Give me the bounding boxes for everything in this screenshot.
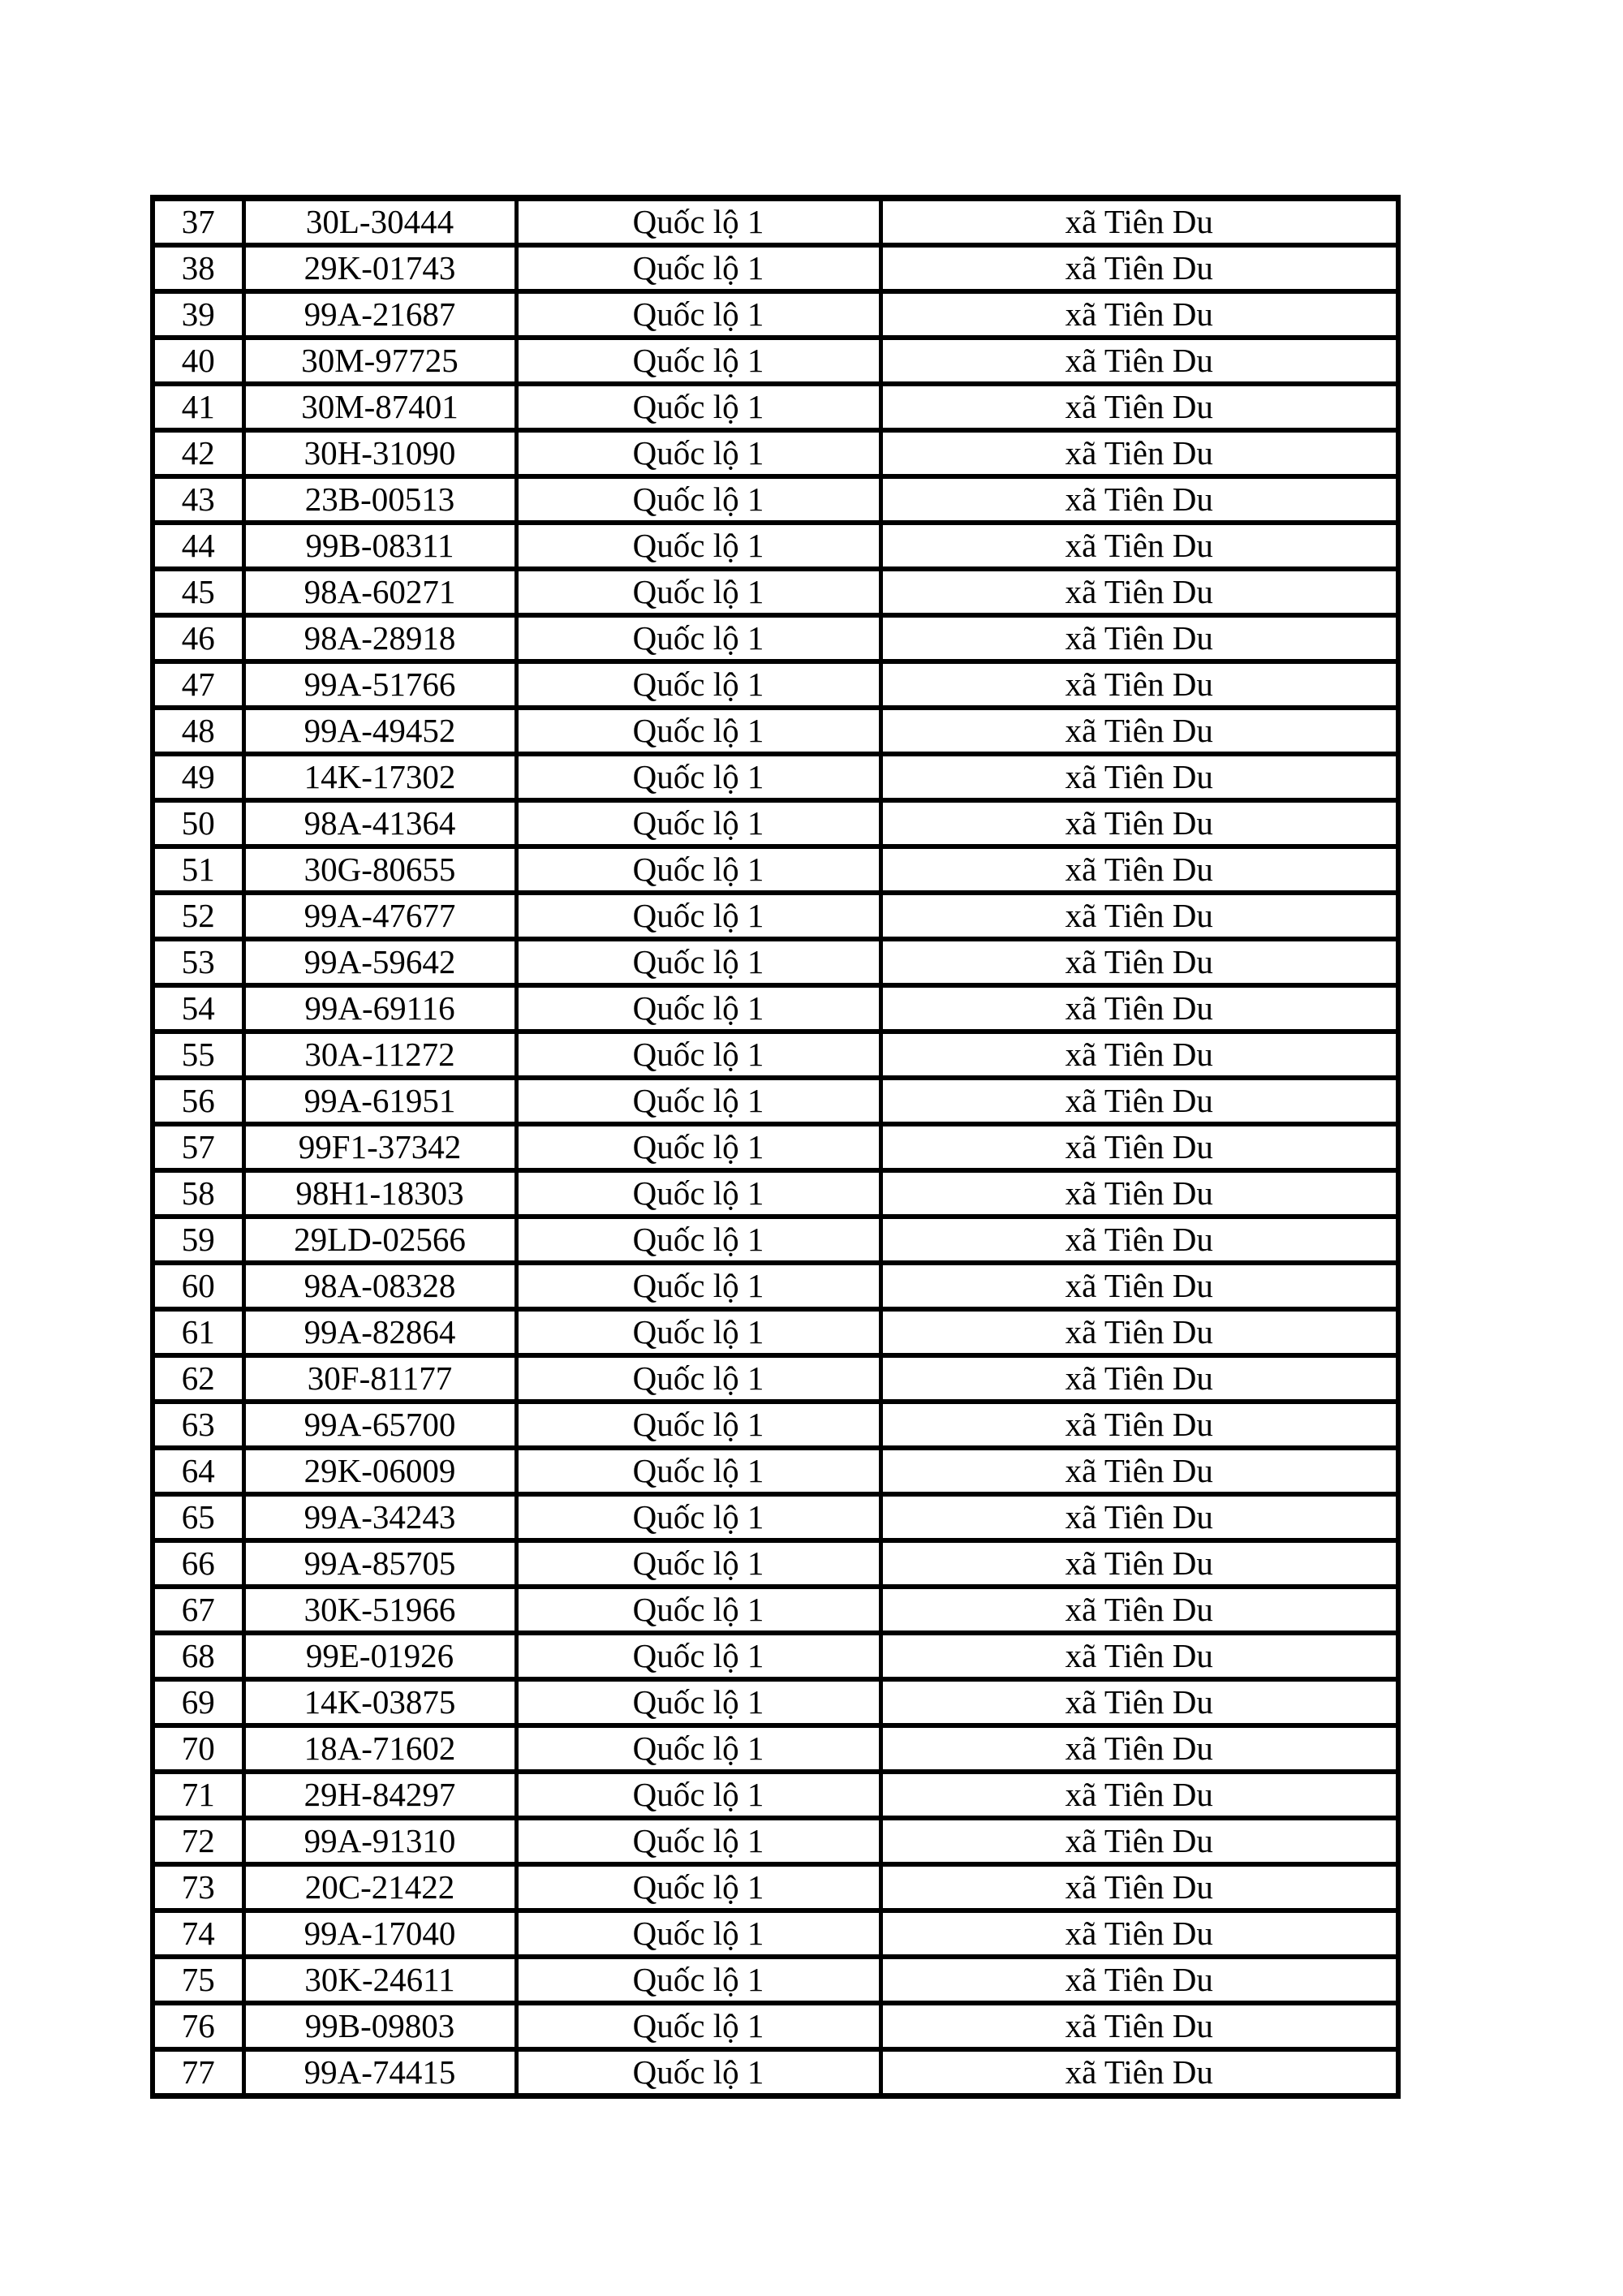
commune-name-cell: xã Tiên Du — [880, 430, 1398, 476]
row-number-cell: 74 — [153, 1910, 243, 1957]
row-number-cell: 56 — [153, 1078, 243, 1124]
row-number-cell: 77 — [153, 2049, 243, 2096]
road-name-cell: Quốc lộ 1 — [516, 523, 880, 569]
table-row — [153, 291, 1398, 338]
row-number-cell: 59 — [153, 1217, 243, 1263]
road-name-cell: Quốc lộ 1 — [516, 615, 880, 661]
table-row — [153, 569, 1398, 615]
road-name-cell: Quốc lộ 1 — [516, 1633, 880, 1679]
table-row — [153, 1032, 1398, 1078]
row-number-cell: 38 — [153, 245, 243, 291]
table-row — [153, 1540, 1398, 1587]
plate-number-cell: 14K-03875 — [243, 1679, 516, 1725]
row-number-cell: 69 — [153, 1679, 243, 1725]
table-row — [153, 476, 1398, 523]
commune-name-cell: xã Tiên Du — [880, 754, 1398, 800]
road-name-cell: Quốc lộ 1 — [516, 1864, 880, 1910]
commune-name-cell: xã Tiên Du — [880, 1124, 1398, 1170]
plate-number-cell: 29H-84297 — [243, 1772, 516, 1818]
road-name-cell: Quốc lộ 1 — [516, 384, 880, 430]
road-name-cell: Quốc lộ 1 — [516, 1540, 880, 1587]
commune-name-cell: xã Tiên Du — [880, 661, 1398, 708]
road-name-cell: Quốc lộ 1 — [516, 1309, 880, 1355]
row-number-cell: 64 — [153, 1448, 243, 1494]
table-row — [153, 1309, 1398, 1355]
table-row — [153, 1633, 1398, 1679]
table-row — [153, 1217, 1398, 1263]
road-name-cell: Quốc lộ 1 — [516, 569, 880, 615]
commune-name-cell: xã Tiên Du — [880, 1032, 1398, 1078]
plate-number-cell: 23B-00513 — [243, 476, 516, 523]
commune-name-cell: xã Tiên Du — [880, 846, 1398, 893]
row-number-cell: 43 — [153, 476, 243, 523]
plate-number-cell: 98A-60271 — [243, 569, 516, 615]
row-number-cell: 65 — [153, 1494, 243, 1540]
plate-number-cell: 99E-01926 — [243, 1633, 516, 1679]
commune-name-cell: xã Tiên Du — [880, 939, 1398, 985]
road-name-cell: Quốc lộ 1 — [516, 2049, 880, 2096]
table-row — [153, 661, 1398, 708]
plate-number-cell: 99A-17040 — [243, 1910, 516, 1957]
plate-number-cell: 14K-17302 — [243, 754, 516, 800]
table-row — [153, 939, 1398, 985]
commune-name-cell: xã Tiên Du — [880, 1078, 1398, 1124]
commune-name-cell: xã Tiên Du — [880, 198, 1398, 245]
road-name-cell: Quốc lộ 1 — [516, 338, 880, 384]
plate-number-cell: 30K-24611 — [243, 1957, 516, 2003]
vehicle-list-table — [150, 195, 1401, 2099]
plate-number-cell: 99B-08311 — [243, 523, 516, 569]
commune-name-cell: xã Tiên Du — [880, 1772, 1398, 1818]
table-row — [153, 1448, 1398, 1494]
row-number-cell: 49 — [153, 754, 243, 800]
commune-name-cell: xã Tiên Du — [880, 1587, 1398, 1633]
table-body — [153, 198, 1398, 2096]
commune-name-cell: xã Tiên Du — [880, 1355, 1398, 1402]
commune-name-cell: xã Tiên Du — [880, 615, 1398, 661]
road-name-cell: Quốc lộ 1 — [516, 1124, 880, 1170]
road-name-cell: Quốc lộ 1 — [516, 1494, 880, 1540]
commune-name-cell: xã Tiên Du — [880, 1402, 1398, 1448]
commune-name-cell: xã Tiên Du — [880, 1725, 1398, 1772]
row-number-cell: 52 — [153, 893, 243, 939]
table-row — [153, 708, 1398, 754]
road-name-cell: Quốc lộ 1 — [516, 1032, 880, 1078]
road-name-cell: Quốc lộ 1 — [516, 1448, 880, 1494]
table-row — [153, 1078, 1398, 1124]
row-number-cell: 75 — [153, 1957, 243, 2003]
table-row — [153, 2003, 1398, 2049]
table-row — [153, 615, 1398, 661]
row-number-cell: 46 — [153, 615, 243, 661]
table-row — [153, 1864, 1398, 1910]
plate-number-cell: 30G-80655 — [243, 846, 516, 893]
plate-number-cell: 30F-81177 — [243, 1355, 516, 1402]
road-name-cell: Quốc lộ 1 — [516, 939, 880, 985]
plate-number-cell: 99A-49452 — [243, 708, 516, 754]
table-row — [153, 245, 1398, 291]
row-number-cell: 51 — [153, 846, 243, 893]
plate-number-cell: 99A-59642 — [243, 939, 516, 985]
road-name-cell: Quốc lộ 1 — [516, 430, 880, 476]
row-number-cell: 42 — [153, 430, 243, 476]
road-name-cell: Quốc lộ 1 — [516, 476, 880, 523]
plate-number-cell: 30M-97725 — [243, 338, 516, 384]
plate-number-cell: 99A-82864 — [243, 1309, 516, 1355]
commune-name-cell: xã Tiên Du — [880, 476, 1398, 523]
road-name-cell: Quốc lộ 1 — [516, 846, 880, 893]
table-row — [153, 523, 1398, 569]
row-number-cell: 40 — [153, 338, 243, 384]
commune-name-cell: xã Tiên Du — [880, 985, 1398, 1032]
plate-number-cell: 99A-51766 — [243, 661, 516, 708]
road-name-cell: Quốc lộ 1 — [516, 1217, 880, 1263]
commune-name-cell: xã Tiên Du — [880, 1818, 1398, 1864]
road-name-cell: Quốc lộ 1 — [516, 1772, 880, 1818]
road-name-cell: Quốc lộ 1 — [516, 708, 880, 754]
row-number-cell: 76 — [153, 2003, 243, 2049]
commune-name-cell: xã Tiên Du — [880, 1448, 1398, 1494]
commune-name-cell: xã Tiên Du — [880, 1957, 1398, 2003]
row-number-cell: 45 — [153, 569, 243, 615]
road-name-cell: Quốc lộ 1 — [516, 985, 880, 1032]
row-number-cell: 68 — [153, 1633, 243, 1679]
row-number-cell: 50 — [153, 800, 243, 846]
row-number-cell: 55 — [153, 1032, 243, 1078]
plate-number-cell: 30A-11272 — [243, 1032, 516, 1078]
commune-name-cell: xã Tiên Du — [880, 1864, 1398, 1910]
road-name-cell: Quốc lộ 1 — [516, 800, 880, 846]
commune-name-cell: xã Tiên Du — [880, 1633, 1398, 1679]
plate-number-cell: 99A-91310 — [243, 1818, 516, 1864]
row-number-cell: 60 — [153, 1263, 243, 1309]
commune-name-cell: xã Tiên Du — [880, 338, 1398, 384]
commune-name-cell: xã Tiên Du — [880, 893, 1398, 939]
road-name-cell: Quốc lộ 1 — [516, 1725, 880, 1772]
road-name-cell: Quốc lộ 1 — [516, 1587, 880, 1633]
table-row — [153, 384, 1398, 430]
plate-number-cell: 98A-41364 — [243, 800, 516, 846]
plate-number-cell: 99A-85705 — [243, 1540, 516, 1587]
row-number-cell: 48 — [153, 708, 243, 754]
table-row — [153, 1170, 1398, 1217]
commune-name-cell: xã Tiên Du — [880, 1263, 1398, 1309]
row-number-cell: 63 — [153, 1402, 243, 1448]
plate-number-cell: 99A-74415 — [243, 2049, 516, 2096]
plate-number-cell: 20C-21422 — [243, 1864, 516, 1910]
road-name-cell: Quốc lộ 1 — [516, 291, 880, 338]
plate-number-cell: 99A-21687 — [243, 291, 516, 338]
plate-number-cell: 29K-06009 — [243, 1448, 516, 1494]
table-row — [153, 1679, 1398, 1725]
table-row — [153, 800, 1398, 846]
row-number-cell: 61 — [153, 1309, 243, 1355]
commune-name-cell: xã Tiên Du — [880, 1170, 1398, 1217]
plate-number-cell: 99A-34243 — [243, 1494, 516, 1540]
road-name-cell: Quốc lộ 1 — [516, 1170, 880, 1217]
row-number-cell: 67 — [153, 1587, 243, 1633]
road-name-cell: Quốc lộ 1 — [516, 1402, 880, 1448]
row-number-cell: 57 — [153, 1124, 243, 1170]
row-number-cell: 58 — [153, 1170, 243, 1217]
plate-number-cell: 30H-31090 — [243, 430, 516, 476]
row-number-cell: 53 — [153, 939, 243, 985]
table-row — [153, 1910, 1398, 1957]
row-number-cell: 44 — [153, 523, 243, 569]
plate-number-cell: 98A-28918 — [243, 615, 516, 661]
row-number-cell: 37 — [153, 198, 243, 245]
table-row — [153, 338, 1398, 384]
commune-name-cell: xã Tiên Du — [880, 1540, 1398, 1587]
table-row — [153, 1355, 1398, 1402]
road-name-cell: Quốc lộ 1 — [516, 1957, 880, 2003]
table-row — [153, 1587, 1398, 1633]
row-number-cell: 62 — [153, 1355, 243, 1402]
commune-name-cell: xã Tiên Du — [880, 2049, 1398, 2096]
row-number-cell: 72 — [153, 1818, 243, 1864]
table-row — [153, 1957, 1398, 2003]
plate-number-cell: 30M-87401 — [243, 384, 516, 430]
plate-number-cell: 99A-65700 — [243, 1402, 516, 1448]
table-row — [153, 1402, 1398, 1448]
commune-name-cell: xã Tiên Du — [880, 291, 1398, 338]
plate-number-cell: 30L-30444 — [243, 198, 516, 245]
table-row — [153, 985, 1398, 1032]
plate-number-cell: 29LD-02566 — [243, 1217, 516, 1263]
plate-number-cell: 99A-61951 — [243, 1078, 516, 1124]
commune-name-cell: xã Tiên Du — [880, 1217, 1398, 1263]
row-number-cell: 66 — [153, 1540, 243, 1587]
table-row — [153, 754, 1398, 800]
row-number-cell: 70 — [153, 1725, 243, 1772]
commune-name-cell: xã Tiên Du — [880, 800, 1398, 846]
commune-name-cell: xã Tiên Du — [880, 569, 1398, 615]
plate-number-cell: 30K-51966 — [243, 1587, 516, 1633]
road-name-cell: Quốc lộ 1 — [516, 893, 880, 939]
plate-number-cell: 98A-08328 — [243, 1263, 516, 1309]
row-number-cell: 73 — [153, 1864, 243, 1910]
table-row — [153, 1725, 1398, 1772]
row-number-cell: 39 — [153, 291, 243, 338]
commune-name-cell: xã Tiên Du — [880, 708, 1398, 754]
road-name-cell: Quốc lộ 1 — [516, 1679, 880, 1725]
commune-name-cell: xã Tiên Du — [880, 1679, 1398, 1725]
table-row — [153, 1494, 1398, 1540]
commune-name-cell: xã Tiên Du — [880, 384, 1398, 430]
road-name-cell: Quốc lộ 1 — [516, 2003, 880, 2049]
table-row — [153, 846, 1398, 893]
road-name-cell: Quốc lộ 1 — [516, 1078, 880, 1124]
row-number-cell: 47 — [153, 661, 243, 708]
plate-number-cell: 99A-47677 — [243, 893, 516, 939]
table-row — [153, 1818, 1398, 1864]
plate-number-cell: 18A-71602 — [243, 1725, 516, 1772]
road-name-cell: Quốc lộ 1 — [516, 661, 880, 708]
plate-number-cell: 99B-09803 — [243, 2003, 516, 2049]
plate-number-cell: 98H1-18303 — [243, 1170, 516, 1217]
row-number-cell: 54 — [153, 985, 243, 1032]
road-name-cell: Quốc lộ 1 — [516, 245, 880, 291]
road-name-cell: Quốc lộ 1 — [516, 754, 880, 800]
commune-name-cell: xã Tiên Du — [880, 1910, 1398, 1957]
row-number-cell: 71 — [153, 1772, 243, 1818]
road-name-cell: Quốc lộ 1 — [516, 1818, 880, 1864]
table-row — [153, 1263, 1398, 1309]
table-row — [153, 893, 1398, 939]
commune-name-cell: xã Tiên Du — [880, 1309, 1398, 1355]
plate-number-cell: 99A-69116 — [243, 985, 516, 1032]
row-number-cell: 41 — [153, 384, 243, 430]
road-name-cell: Quốc lộ 1 — [516, 1910, 880, 1957]
table-row — [153, 2049, 1398, 2096]
road-name-cell: Quốc lộ 1 — [516, 1355, 880, 1402]
commune-name-cell: xã Tiên Du — [880, 245, 1398, 291]
commune-name-cell: xã Tiên Du — [880, 1494, 1398, 1540]
plate-number-cell: 99F1-37342 — [243, 1124, 516, 1170]
commune-name-cell: xã Tiên Du — [880, 2003, 1398, 2049]
road-name-cell: Quốc lộ 1 — [516, 1263, 880, 1309]
road-name-cell: Quốc lộ 1 — [516, 198, 880, 245]
table-row — [153, 198, 1398, 245]
table-row — [153, 430, 1398, 476]
plate-number-cell: 29K-01743 — [243, 245, 516, 291]
commune-name-cell: xã Tiên Du — [880, 523, 1398, 569]
table-row — [153, 1772, 1398, 1818]
table-row — [153, 1124, 1398, 1170]
